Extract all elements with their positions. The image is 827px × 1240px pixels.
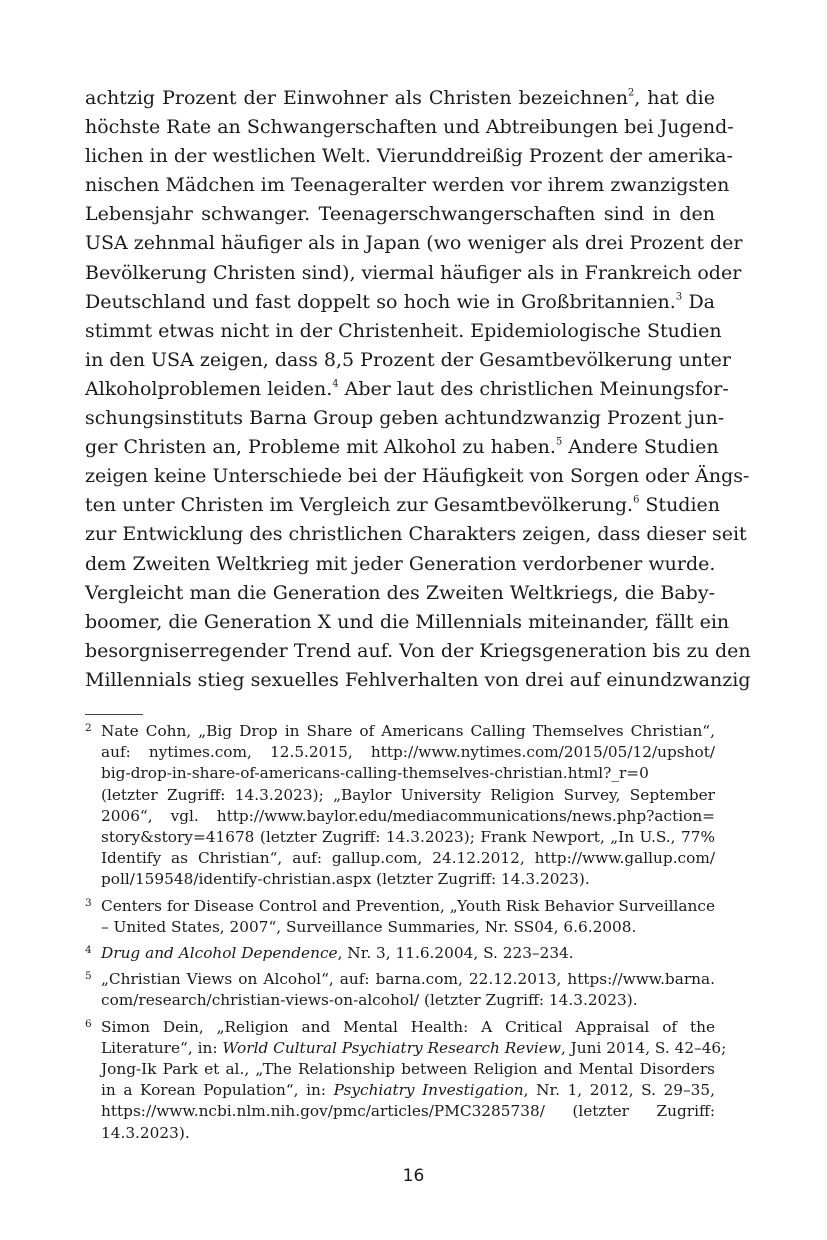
text-line bbox=[85, 462, 750, 491]
footnote-number: 3 bbox=[85, 896, 92, 909]
text-run: ten unter Christen im Vergleich zur Gesamtbevölkerung. bbox=[85, 494, 634, 517]
text-run: Lebensjahr schwanger. Teenagerschwangerschaften sind in den bbox=[85, 203, 715, 226]
footnote-line: Nate Cohn, „Big Drop in Share of Americans Calling Themselves Christian“, bbox=[101, 722, 715, 740]
text-line bbox=[85, 259, 742, 288]
text-line bbox=[85, 346, 731, 375]
footnote-line bbox=[101, 1038, 727, 1059]
text-run: boomer, die Generation X und die Millennials miteinander, fällt ein bbox=[85, 610, 730, 633]
footnote-line: Identify as Christian“, auf: gallup.com, 24.12.2012, http://www.gallup.com/ bbox=[101, 849, 715, 868]
text-line bbox=[85, 84, 715, 113]
citation-text: Literature“, in: bbox=[101, 1038, 223, 1057]
footnote-line: auf: nytimes.com, 12.5.2015, http://www.nytimes.com/2015/05/12/upshot/ bbox=[101, 743, 715, 762]
footnote-line: Centers for Disease Control and Prevention, „Youth Risk Behavior Surveillance bbox=[101, 896, 715, 915]
text-line bbox=[85, 404, 725, 433]
footnote-number: 6 bbox=[85, 1017, 92, 1030]
text-line bbox=[85, 288, 715, 317]
footnote-line: – United States, 2007“, Surveillance Summaries, Nr. SS04, 6.6.2008. bbox=[101, 917, 637, 936]
text-run: zur Entwicklung des christlichen Charakters zeigen, dass dieser seit bbox=[85, 523, 747, 546]
main-text-column bbox=[85, 84, 751, 695]
text-line bbox=[85, 520, 747, 549]
text-line bbox=[85, 579, 715, 608]
footnote-5 bbox=[85, 969, 715, 1011]
text-run: stimmt etwas nicht in der Christenheit. Epidemiologische Studien bbox=[85, 319, 722, 342]
footnote-line: „Christian Views on Alcohol“, auf: barna.com, 22.12.2013, https://www.barna. bbox=[101, 970, 715, 989]
citation-text: in a Korean Population“, in: bbox=[101, 1081, 334, 1100]
footnote-line: com/research/christian-views-on-alcohol/ (letzter Zugriff: 14.3.2023). bbox=[101, 991, 638, 1010]
text-line bbox=[85, 608, 730, 637]
citation-text: , Nr. 1, 2012, S. 29–35, bbox=[523, 1081, 715, 1100]
footnote-line: big-drop-in-share-of-americans-calling-themselves-christian.html?_r=0 bbox=[101, 764, 649, 783]
text-line bbox=[85, 666, 751, 695]
text-run: dem Zweiten Weltkrieg mit jeder Generation verdorbener wurde. bbox=[85, 552, 716, 575]
text-line bbox=[85, 317, 722, 346]
text-run: Alkoholproblemen leiden. bbox=[85, 377, 333, 400]
text-run: ger Christen an, Probleme mit Alkohol zu haben. bbox=[85, 436, 556, 459]
citation-text: , Juni 2014, S. 42–46; bbox=[560, 1038, 727, 1057]
text-run: in den USA zeigen, dass 8,5 Prozent der Gesamtbevölkerung unter bbox=[85, 348, 731, 371]
text-line bbox=[85, 200, 715, 229]
footnote-ref[interactable]: 5 bbox=[555, 436, 563, 448]
footnote-6 bbox=[85, 1017, 727, 1144]
citation-text: , Nr. 3, 11.6.2004, S. 223–234. bbox=[337, 944, 574, 963]
text-run: Millennials stieg sexuelles Fehlverhalten von drei auf einundzwanzig bbox=[85, 668, 751, 691]
body-paragraph bbox=[85, 84, 751, 695]
footnote-number: 2 bbox=[85, 722, 92, 734]
footnote-line bbox=[101, 1080, 715, 1101]
text-run: schungsinstituts Barna Group geben achtundzwanzig Prozent jun- bbox=[85, 407, 725, 430]
text-run: , hat die bbox=[634, 87, 715, 109]
footnote-ref[interactable]: 2 bbox=[627, 87, 635, 99]
text-line bbox=[85, 171, 730, 200]
text-line bbox=[85, 229, 743, 258]
text-run: besorgniserregender Trend auf. Von der Kriegsgeneration bis zu den bbox=[85, 639, 751, 662]
footnote-line bbox=[101, 943, 715, 964]
text-run: Studien bbox=[639, 494, 721, 517]
page-number: 16 bbox=[402, 1166, 425, 1186]
text-run: Deutschland und fast doppelt so hoch wie in Großbritannien. bbox=[85, 290, 676, 313]
text-run: Andere Studien bbox=[562, 436, 719, 459]
footnote-number: 5 bbox=[85, 970, 92, 983]
journal-title: World Cultural Psychiatry Research Review bbox=[222, 1038, 561, 1057]
text-run: Vergleicht man die Generation des Zweiten Weltkriegs, die Baby- bbox=[85, 581, 715, 604]
footnote-4 bbox=[85, 943, 715, 964]
footnote-line: 14.3.2023). bbox=[101, 1123, 190, 1142]
journal-title: Drug and Alcohol Dependence bbox=[101, 944, 338, 963]
footnote-divider bbox=[85, 714, 143, 715]
footnote-3 bbox=[85, 896, 715, 938]
text-run: höchste Rate an Schwangerschaften und Abtreibungen bei Jugend- bbox=[85, 116, 734, 139]
text-run: Aber laut des christlichen Meinungsfor- bbox=[338, 377, 729, 400]
text-line bbox=[85, 433, 719, 462]
text-line bbox=[85, 375, 729, 404]
footnote-number: 4 bbox=[85, 944, 92, 957]
text-run: Da bbox=[682, 290, 716, 313]
footnote-line: (letzter Zugriff: 14.3.2023); „Baylor University Religion Survey, September bbox=[101, 785, 715, 804]
text-line bbox=[85, 550, 715, 579]
footnote-ref[interactable]: 4 bbox=[332, 378, 339, 390]
footnote-line: https://www.ncbi.nlm.nih.gov/pmc/articles/PMC3285738/ (letzter Zugriff: bbox=[101, 1102, 715, 1121]
text-run: zeigen keine Unterschiede bei der Häufigkeit von Sorgen oder Ängs- bbox=[85, 465, 750, 488]
footnote-line: Jong-Ik Park et al., „The Relationship between Religion and Mental Disorders bbox=[101, 1060, 715, 1079]
text-run: Bevölkerung Christen sind), viermal häufiger als in Frankreich oder bbox=[85, 261, 742, 284]
footnote-line: Simon Dein, „Religion and Mental Health: A Critical Appraisal of the bbox=[101, 1017, 715, 1036]
footnotes-section bbox=[85, 721, 727, 1149]
text-line bbox=[85, 142, 733, 171]
text-line bbox=[85, 113, 734, 142]
text-line bbox=[85, 637, 751, 666]
text-run: USA zehnmal häufiger als in Japan (wo weniger als drei Prozent der bbox=[85, 232, 743, 255]
text-run: nischen Mädchen im Teenageralter werden vor ihrem zwanzigsten bbox=[85, 174, 730, 197]
footnote-ref[interactable]: 6 bbox=[633, 494, 640, 506]
footnote-line: poll/159548/identify-christian.aspx (letzter Zugriff: 14.3.2023). bbox=[101, 870, 590, 889]
footnote-line: story&story=41678 (letzter Zugriff: 14.3.2023); Frank Newport, „In U.S., 77% bbox=[101, 828, 715, 847]
text-run: lichen in der westlichen Welt. Vierunddreißig Prozent der amerika- bbox=[85, 145, 733, 168]
journal-title: Psychiatry Investigation bbox=[333, 1081, 524, 1100]
footnote-ref[interactable]: 3 bbox=[675, 291, 683, 303]
footnote-2 bbox=[85, 721, 715, 891]
text-run: achtzig Prozent der Einwohner als Christen bezeichnen bbox=[85, 87, 628, 109]
footnote-line: 2006“, vgl. http://www.baylor.edu/mediacommunications/news.php?action= bbox=[101, 806, 715, 825]
text-line bbox=[85, 491, 721, 520]
